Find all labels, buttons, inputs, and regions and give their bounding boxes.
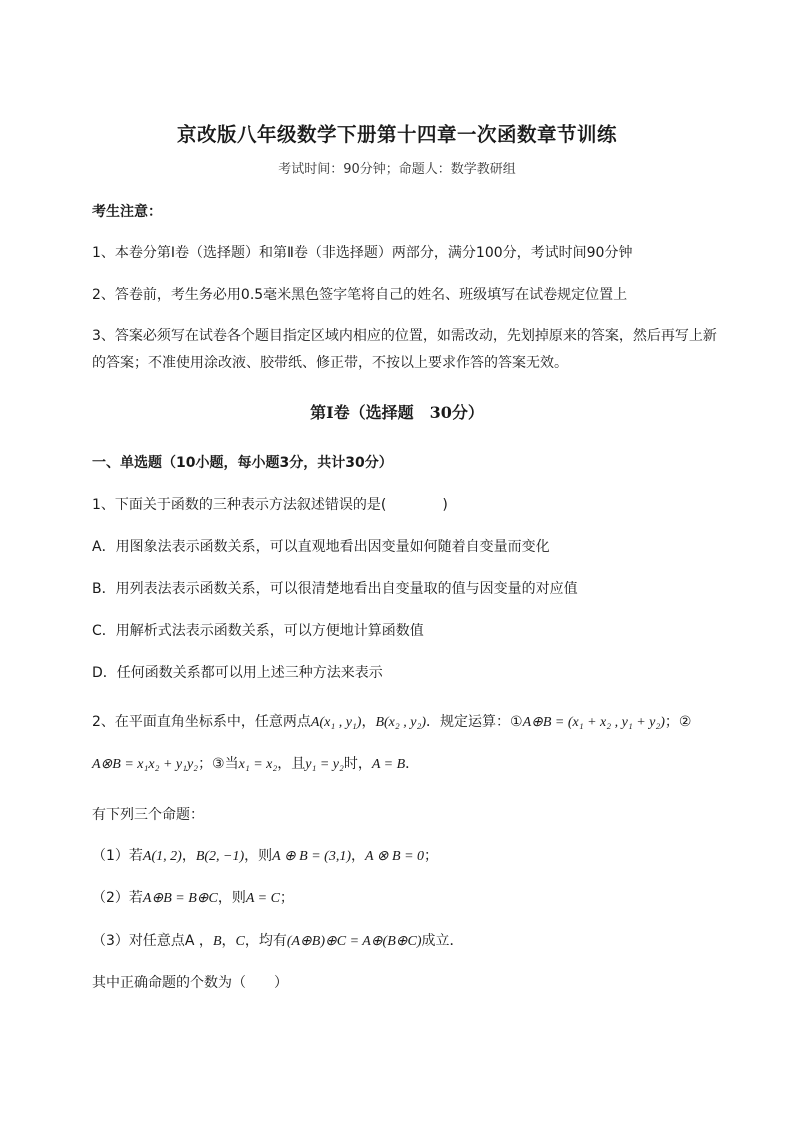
then-text: ，则 <box>217 890 246 906</box>
propositions-intro: 有下列三个命题： <box>92 807 204 823</box>
proposition-3 <box>92 930 464 950</box>
notice-item: 3、答案必须写在试卷各个题目指定区域内相应的位置，如需改动，先划掉原来的答案，然后再写上新 <box>92 328 717 344</box>
rule-2-formula: A⊗B = x₁x₂ + y₁y₂ <box>92 757 199 772</box>
page-title: 京改版八年级数学下册第十四章一次函数章节训练 <box>176 123 617 146</box>
formula: C <box>235 934 245 949</box>
formula: A = C <box>245 891 280 906</box>
proposition-3-lead: （3）对任意点A ， <box>92 933 213 949</box>
when-text: 时， <box>343 756 372 772</box>
end-text: 成立． <box>421 933 464 949</box>
rule-3-lead: ；③当 <box>198 756 239 772</box>
separator: ， <box>221 933 236 949</box>
formula: A ⊕ B = (3,1) <box>272 849 351 864</box>
then-text: ，则 <box>244 848 273 864</box>
rule-1-formula: A⊕B = (x₁ + x₂ , y₁ + y₂) <box>522 715 665 730</box>
separator: ， <box>361 714 376 730</box>
separator: ， <box>351 848 365 864</box>
and-text: ，且 <box>277 756 306 772</box>
formula: (A⊕B)⊕C = A⊕(B⊕C) <box>286 934 422 949</box>
middle-text: ，均有 <box>244 933 287 949</box>
question-1-option-d: D．任何函数关系都可以用上述三种方法来表示 <box>92 665 383 681</box>
formula: B <box>212 934 222 949</box>
semicolon: ； <box>279 890 294 906</box>
question-1-option-a: A．用图象法表示函数关系，可以直观地看出因变量如何随着自变量而变化 <box>92 539 550 555</box>
formula: A ⊗ B = 0 <box>365 849 425 864</box>
proposition-2-lead: （2）若 <box>92 890 143 906</box>
exam-info: 考试时间：90分钟；命题人：数学教研组 <box>278 162 516 177</box>
formula: B(2, −1) <box>195 849 245 864</box>
formula: A(1, 2) <box>142 849 182 864</box>
condition-y-formula: y₁ = y₂ <box>305 757 344 772</box>
question-2-ask: 其中正确命题的个数为（ ） <box>92 975 288 991</box>
semicolon: ； <box>424 848 439 864</box>
question-2-lead: 2、在平面直角坐标系中，任意两点 <box>92 714 311 730</box>
rule-lead: ．规定运算：① <box>426 714 523 730</box>
condition-x-formula: x₁ = x₂ <box>238 757 278 772</box>
period: ． <box>405 756 420 772</box>
proposition-2 <box>92 887 294 907</box>
point-a-formula: A(x₁ , y₁) <box>310 715 362 730</box>
question-1-option-b: B．用列表法表示函数关系，可以很清楚地看出自变量取的值与因变量的对应值 <box>92 581 578 597</box>
notice-item: 2、答卷前，考生务必用0.5毫米黑色签字笔将自己的姓名、班级填写在试卷规定位置上 <box>92 287 628 303</box>
point-b-formula: B(x₂ , y₂) <box>375 715 427 730</box>
rule-2-marker: ；② <box>664 714 692 730</box>
question-2-line-1 <box>92 711 691 731</box>
proposition-1-lead: （1）若 <box>92 848 143 864</box>
section-title: 第I卷（选择题 30分） <box>310 403 484 422</box>
formula: A⊕B = B⊕C <box>142 891 218 906</box>
question-1-stem: 1、下面关于函数的三种表示方法叙述错误的是( ) <box>92 497 448 513</box>
proposition-1 <box>92 845 438 865</box>
notice-item: 1、本卷分第I卷（选择题）和第Ⅱ卷（非选择题）两部分，满分100分，考试时间90分钟 <box>92 245 633 261</box>
question-2-line-2 <box>92 753 419 773</box>
part-heading: 一、单选题（10小题，每小题3分，共计30分） <box>92 455 393 471</box>
conclusion-formula: A = B <box>371 757 406 772</box>
separator: ， <box>181 848 196 864</box>
question-1-option-c: C．用解析式法表示函数关系，可以方便地计算函数值 <box>92 623 424 639</box>
notice-heading: 考生注意： <box>92 204 162 220</box>
notice-item: 的答案；不准使用涂改液、胶带纸、修正带，不按以上要求作答的答案无效。 <box>92 355 568 371</box>
